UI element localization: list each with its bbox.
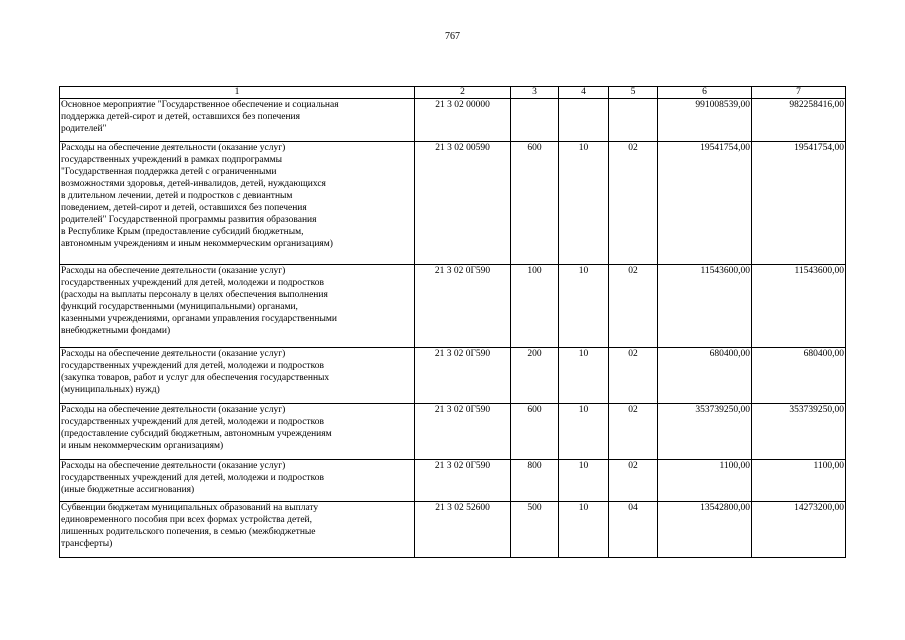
column-header: 4 — [559, 87, 609, 99]
table-row — [60, 460, 846, 502]
expense-name: Основное мероприятие "Государственное обеспечение и социальная поддержка детей-сирот и детей, оставшихся без попечения родителей" — [60, 99, 415, 142]
expense-type-code: 500 — [511, 502, 559, 558]
expense-name: Расходы на обеспечение деятельности (оказание услуг) государственных учреждений для детей, молодежи и подростков (предоставление субсидий бюджетным, автономным учреждениям и иным некоммерческим организациям) — [60, 404, 415, 460]
amount-year-2: 353739250,00 — [752, 404, 846, 460]
subsection-code: 02 — [609, 348, 658, 404]
classification-code: 21 3 02 00590 — [415, 142, 511, 265]
section-code: 10 — [559, 142, 609, 265]
amount-year-1: 11543600,00 — [658, 265, 752, 348]
amount-year-1: 19541754,00 — [658, 142, 752, 265]
subsection-code: 02 — [609, 460, 658, 502]
column-header: 3 — [511, 87, 559, 99]
expense-name: Расходы на обеспечение деятельности (оказание услуг) государственных учреждений в рамках подпрограммы "Государственная поддержка детей с ограниченными возможностями здоровья, детей-инвалидов, детей, нуждающихся в длительном лечении, детей и подростков с девиантным поведением, детей-сирот и детей, оставшихся без попечения родителей" Государственной программы развития образования в Республике Крым (предоставление субсидий бюджетным, автономным учреждениям и иным некоммерческим организациям) — [60, 142, 415, 265]
subsection-code: 02 — [609, 404, 658, 460]
table-row — [60, 265, 846, 348]
amount-year-2: 982258416,00 — [752, 99, 846, 142]
table-row — [60, 348, 846, 404]
classification-code: 21 3 02 0Г590 — [415, 265, 511, 348]
amount-year-1: 991008539,00 — [658, 99, 752, 142]
section-code — [559, 99, 609, 142]
subsection-code — [609, 99, 658, 142]
classification-code: 21 3 02 0Г590 — [415, 404, 511, 460]
expense-type-code: 100 — [511, 265, 559, 348]
amount-year-2: 14273200,00 — [752, 502, 846, 558]
column-header: 7 — [752, 87, 846, 99]
classification-code: 21 3 02 0Г590 — [415, 460, 511, 502]
section-code: 10 — [559, 348, 609, 404]
section-code: 10 — [559, 265, 609, 348]
expense-type-code: 600 — [511, 404, 559, 460]
section-code: 10 — [559, 404, 609, 460]
table-row — [60, 502, 846, 558]
section-code: 10 — [559, 460, 609, 502]
budget-table — [59, 86, 846, 558]
amount-year-2: 1100,00 — [752, 460, 846, 502]
section-code: 10 — [559, 502, 609, 558]
column-header: 1 — [60, 87, 415, 99]
amount-year-1: 13542800,00 — [658, 502, 752, 558]
subsection-code: 04 — [609, 502, 658, 558]
table-row — [60, 404, 846, 460]
expense-name: Субвенции бюджетам муниципальных образований на выплату единовременного пособия при всех формах устройства детей, лишенных родительского попечения, в семью (межбюджетные трансферты) — [60, 502, 415, 558]
column-header: 5 — [609, 87, 658, 99]
table-row — [60, 142, 846, 265]
amount-year-2: 11543600,00 — [752, 265, 846, 348]
expense-type-code: 800 — [511, 460, 559, 502]
classification-code: 21 3 02 00000 — [415, 99, 511, 142]
header-row — [60, 87, 846, 99]
page-number: 767 — [445, 31, 460, 42]
expense-name: Расходы на обеспечение деятельности (оказание услуг) государственных учреждений для детей, молодежи и подростков (закупка товаров, работ и услуг для обеспечения государственных (муниципальных) нужд) — [60, 348, 415, 404]
expense-type-code — [511, 99, 559, 142]
subsection-code: 02 — [609, 265, 658, 348]
expense-type-code: 200 — [511, 348, 559, 404]
expense-name: Расходы на обеспечение деятельности (оказание услуг) государственных учреждений для детей, молодежи и подростков (иные бюджетные ассигнования) — [60, 460, 415, 502]
column-header: 6 — [658, 87, 752, 99]
amount-year-1: 1100,00 — [658, 460, 752, 502]
expense-name: Расходы на обеспечение деятельности (оказание услуг) государственных учреждений для детей, молодежи и подростков (расходы на выплаты персоналу в целях обеспечения выполнения функций государственными (муниципальными) органами, казенными учреждениями, органами управления государственными внебюджетными фондами) — [60, 265, 415, 348]
classification-code: 21 3 02 0Г590 — [415, 348, 511, 404]
amount-year-1: 680400,00 — [658, 348, 752, 404]
amount-year-2: 680400,00 — [752, 348, 846, 404]
classification-code: 21 3 02 52600 — [415, 502, 511, 558]
subsection-code: 02 — [609, 142, 658, 265]
amount-year-2: 19541754,00 — [752, 142, 846, 265]
amount-year-1: 353739250,00 — [658, 404, 752, 460]
column-header: 2 — [415, 87, 511, 99]
table-row — [60, 99, 846, 142]
expense-type-code: 600 — [511, 142, 559, 265]
